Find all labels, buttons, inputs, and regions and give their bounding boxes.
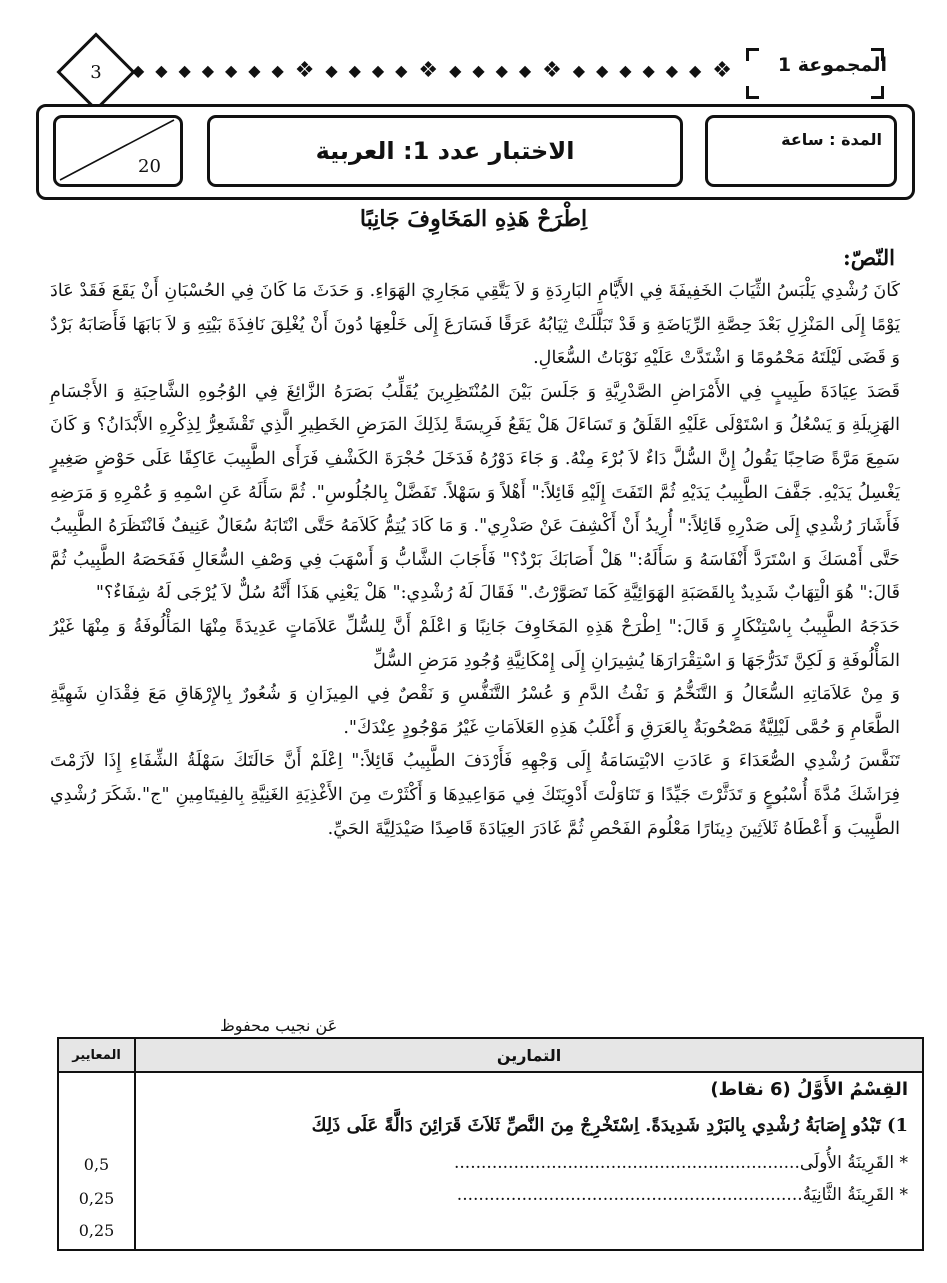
diamond-ornament-icon: ◆	[472, 61, 485, 80]
passage-paragraph: حَدَجَهُ الطَّبِيبُ بِاسْتِنْكَارٍ وَ قَالَ:" اِطْرَحْ هَذِهِ المَخَاوِفَ جَانِبًا وَ اعْلَمْ أَنَّ لِلسُّلِّ عَلاَمَاتٍ عَدِيدَةً مِنْهَا المَأْلُوفَةُ وَ مِنْهَا غَيْرُ المَأْلُوفَةِ وَ لَكِنَّ تَدَرُّجَهَا وَ اسْتِقْرَارَهَا يُشِيرَانِ إِلَى إِمْكَانِيَّةِ وُجُودِ مَرَضِ السُّلِّ	[50, 616, 900, 671]
ornament-border	[132, 51, 732, 91]
criteria-score: 0,5	[83, 1155, 110, 1174]
corner-bracket-icon	[746, 86, 759, 99]
group-label: المجموعة 1	[777, 54, 887, 76]
exam-title: الاختبار عدد 1: العربية	[315, 137, 575, 165]
duration-box	[705, 115, 897, 187]
exercises-table	[57, 1037, 924, 1251]
diamond-ornament-icon: ◆	[225, 61, 238, 80]
diamond-ornament-icon: ◆	[619, 61, 632, 80]
section-title: القِسْمُ الأَوَّلُ (6 نقاط)	[710, 1079, 908, 1100]
diamond-ornament-icon: ◆	[395, 61, 408, 80]
answer-dots: ................................................................	[454, 1153, 800, 1173]
sheet-number: 3	[90, 61, 102, 83]
diamond-ornament-icon: ◆	[596, 61, 609, 80]
passage-label: النّصّ:	[842, 245, 895, 270]
diamond-ornament-icon: ◆	[665, 61, 679, 80]
answer-dots: ................................................................	[456, 1185, 803, 1205]
clue-label: * القَرِينَةُ الثَّانِيَةُ	[802, 1185, 908, 1205]
corner-bracket-icon	[746, 48, 759, 61]
score-box	[53, 115, 183, 187]
criteria-score: 0,25	[78, 1189, 115, 1208]
diamond-ornament-icon: ◆	[325, 61, 338, 80]
diamond-ornament-icon: ◆	[449, 61, 462, 80]
criteria-header: المعايير	[72, 1047, 121, 1063]
question-1: 1) تَبْدُو إِصَابَةُ رُشْدِي بِالبَرْدِ شَدِيدَةً. اِسْتَخْرِجْ مِنَ النَّصِّ ثَلاَثَ قَرَائِنَ دَالَّةً عَلَى ذَلِكَ	[311, 1115, 908, 1136]
passage-paragraph: وَ مِنْ عَلاَمَاتِهِ السُّعَالُ وَ التَّنَخُّمُ وَ نَفْثُ الدَّمِ وَ عُسْرُ التَّنَفُّسِ وَ نَقْصٌ فِي المِيزَانِ وَ شُعُورٌ بِالإِرْهَاقِ مَعَ فِقْدَانِ شَهِيَّةِ الطَّعَامِ وَ حُمَّى لَيْلِيَّةٌ مَصْحُوبَةٌ بِالعَرَقِ وَ أَغْلَبُ هَذِهِ العَلاَمَاتِ غَيْرُ مَوْجُودٍ عِنْدَكَ".	[50, 684, 900, 738]
diamond-cluster-icon: ❖	[542, 58, 562, 83]
diamond-ornament-icon: ◆	[155, 61, 168, 80]
answer-line-2[interactable]	[457, 1185, 908, 1205]
duration-label: المدة : ساعة	[781, 130, 882, 149]
criteria-score: 0,25	[78, 1221, 115, 1240]
diamond-cluster-icon: ❖	[418, 58, 439, 83]
answer-line-1[interactable]	[454, 1153, 908, 1173]
passage-body	[50, 275, 900, 846]
diamond-ornament-icon: ◆	[371, 61, 385, 80]
diamond-ornament-icon: ◆	[495, 61, 508, 80]
score-divider	[56, 118, 180, 184]
diamond-ornament-icon: ◆	[248, 61, 261, 80]
passage-title: اِطْرَحْ هَذِهِ المَخَاوِفَ جَانِبًا	[359, 206, 588, 232]
author-credit: عَن نجيب محفوظ	[220, 1016, 338, 1035]
diamond-ornament-icon: ◆	[201, 61, 215, 80]
corner-bracket-icon	[871, 86, 884, 99]
diamond-ornament-icon: ◆	[689, 61, 702, 80]
passage-paragraph: كَانَ رُشْدِي يَلْبَسُ الثِّيَابَ الخَفِيفَةَ فِي الأَيَّامِ البَارِدَةِ وَ لاَ يَتَّقِي مَجَارِيَ الهَوَاءِ. وَ حَدَثَ مَا كَانَ فِي الحُسْبَانِ أَنْ يَقَعَ فَقَدْ عَادَ يَوْمًا إِلَى المَنْزِلِ بَعْدَ حِصَّةِ الرِّيَاضَةِ وَ قَدْ تَبَلَّلَتْ ثِيَابُهُ عَرَقًا فَسَارَعَ إِلَى خَلْعِهَا دُونَ أَنْ يُغْلِقَ نَافِذَةَ بَيْتِهِ وَ لاَ بَابَهَا فَأَصَابَهُ بَرْدٌ وَ قَضَى لَيْلَتَهُ مَحْمُومًا وَ اشْتَدَّتْ عَلَيْهِ نَوْبَاتُ السُّعَالِ.	[50, 281, 900, 369]
diamond-ornament-icon: ◆	[271, 61, 284, 80]
diamond-ornament-icon: ◆	[132, 61, 145, 80]
diamond-cluster-icon: ❖	[712, 58, 732, 83]
diamond-ornament-icon: ◆	[518, 61, 532, 80]
diamond-ornament-icon: ◆	[642, 61, 655, 80]
diamond-cluster-icon: ❖	[294, 58, 315, 83]
clue-label: * القَرِينَةُ الأُولَى	[799, 1153, 908, 1173]
exam-title-box	[207, 115, 683, 187]
passage-paragraph: قَصَدَ عِيَادَةَ طَبِيبٍ فِي الأَمْرَاضِ الصَّدْرِيَّةِ وَ جَلَسَ بَيْنَ المُنْتَظِرِينَ يُقَلِّبُ بَصَرَهُ الزَّائِغَ فِي الوُجُوهِ الشَّاحِبَةِ وَ الأَجْسَامِ الهَزِيلَةِ وَ يَسْعُلُ وَ اسْتَوْلَى عَلَيْهِ القَلَقُ وَ تَسَاءَلَ هَلْ يَقَعُ فَرِيسَةً لِذَلِكَ المَرَضِ الخَطِيرِ الَّذِي تَقْشَعِرُّ لِذِكْرِهِ الأَبْدَانُ؟ وَ كَانَ سَمِعَ مَرَّةً صَاحِبًا يَقُولُ إِنَّ السُّلَّ دَاءٌ لاَ بُرْءَ مِنْهُ. وَ جَاءَ دَوْرُهُ فَدَخَلَ حُجْرَةَ الكَشْفِ فَرَأَى الطَّبِيبَ عَاكِفًا عَلَى حَوْضٍ صَغِيرٍ يَغْسِلُ يَدَيْهِ. جَفَّفَ الطَّبِيبُ يَدَيْهِ ثُمَّ التَفَتَ إِلَيْهِ قَائِلاً:" أَهْلاً وَ سَهْلاً. تَفَضَّلْ بِالجُلُوسِ". ثُمَّ سَأَلَهُ عَنِ اسْمِهِ وَ عُمْرِهِ وَ مَرَضِهِ فَأَشَارَ رُشْدِي إِلَى صَدْرِهِ قَائِلاً:" أُرِيدُ أَنْ أَكْشِفَ عَنْ صَدْرِي". وَ مَا كَادَ يُتِمُّ كَلاَمَهُ حَتَّى انْتَابَهُ سُعَالٌ عَنِيفٌ فَانْتَظَرَهُ الطَّبِيبُ حَتَّى أَمْسَكَ وَ اسْتَرَدَّ أَنْفَاسَهُ وَ سَأَلَهُ:" هَلْ أَصَابَكَ بَرْدٌ؟" فَأَجَابَ الشَّابُّ وَ أَسْهَبَ فِي وَصْفِ السُّعَالِ فَفَحَصَهُ الطَّبِيبُ ثُمَّ قَالَ:" هُوَ الْتِهَابٌ شَدِيدٌ بِالقَصَبَةِ الهَوَائِيَّةِ كَمَا تَصَوَّرْتُ." فَقَالَ لَهُ رُشْدِي:" هَلْ يَعْنِي هَذَا أَنَّهُ سُلٌّ لاَ يُرْجَى لَهُ شِفَاءٌ؟"	[50, 381, 901, 604]
exercises-header: التمارين	[496, 1045, 562, 1065]
total-score: 20	[138, 156, 161, 177]
diamond-ornament-icon: ◆	[348, 61, 361, 80]
exam-header	[36, 104, 915, 200]
diamond-ornament-icon: ◆	[178, 61, 191, 80]
passage-paragraph: تَنَفَّسَ رُشْدِي الصُّعَدَاءَ وَ عَادَتِ الابْتِسَامَةُ إِلَى وَجْهِهِ فَأَرْدَفَ الطَّبِيبُ قَائِلاً:" اِعْلَمْ أَنَّ حَالَتَكَ سَهْلَةُ الشِّفَاءِ إِذَا لاَزَمْتَ فِرَاشَكَ مُدَّةَ أُسْبُوعٍ وَ تَدَثَّرْتَ جَيِّدًا وَ تَنَاوَلْتَ أَدْوِيَتَكَ فِي مَوَاعِيدِهَا وَ أَكْثَرْتَ مِنَ الأَغْذِيَةِ الغَنِيَّةِ بِالفِيتَامِينِ "ج".شَكَرَ رُشْدِي الطَّبِيبَ وَ أَعْطَاهُ ثَلاَثِينَ دِينَارًا مَعْلُومَ الفَحْصِ ثُمَّ غَادَرَ العِيَادَةَ قَاصِدًا صَيْدَلِيَّةَ الحَيِّ.	[50, 751, 900, 839]
diamond-ornament-icon: ◆	[572, 61, 586, 80]
